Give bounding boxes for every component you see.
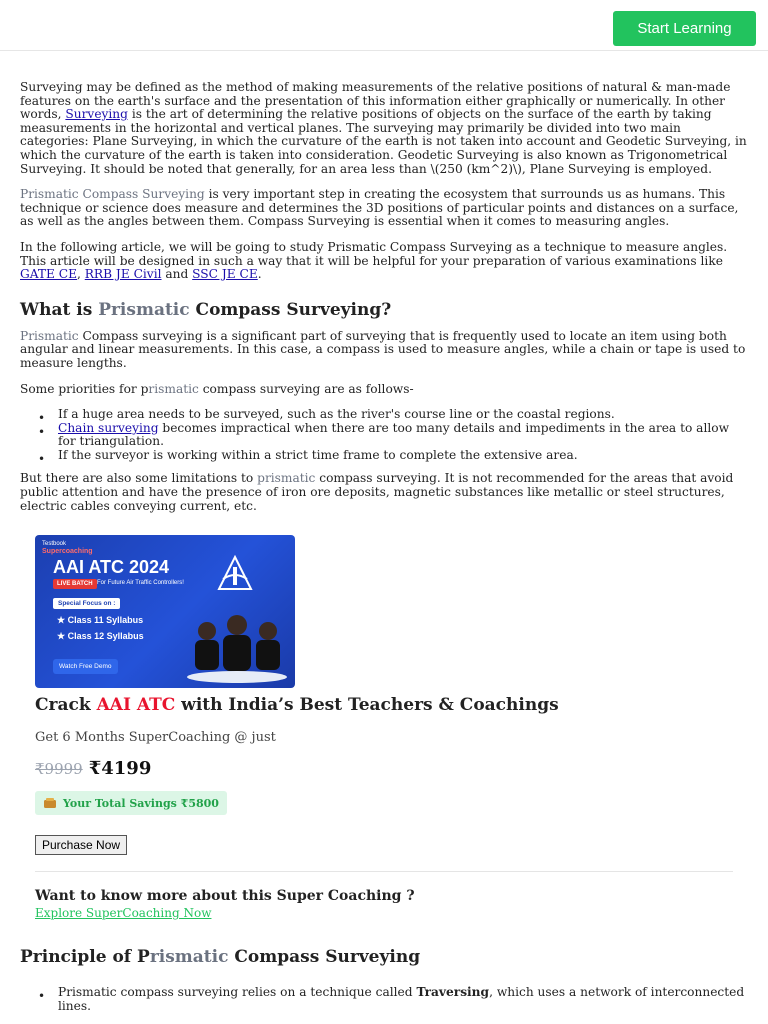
principle-heading: Principle of Prismatic Compass Surveying: [20, 947, 421, 967]
class-12-label: ★ Class 12 Syllabus: [57, 631, 144, 641]
principle-section: [20, 947, 748, 1023]
top-bar: [0, 0, 768, 51]
what-is-heading: What is Prismatic Compass Surveying?: [20, 299, 392, 320]
savings-badge: Your Total Savings ₹5800: [35, 791, 227, 815]
banner-brand: Testbook Supercoaching: [42, 541, 93, 555]
priorities-list: [20, 408, 748, 462]
original-price: ₹9999: [35, 760, 83, 778]
promo-heading: Crack AAI ATC with India’s Best Teachers & Coachings: [35, 695, 559, 715]
discounted-price: ₹4199: [88, 758, 152, 779]
wallet-icon: [43, 797, 57, 809]
limitations-paragraph: But there are also some limitations to prismatic compass surveying. It is not recommended for the areas that avoid public attention and have the presence of iron ore deposits, magnetic substances like metallic or steel structures, electric cables conveying current, etc.: [20, 471, 734, 513]
promo-offer-text: Get 6 Months SuperCoaching @ just: [35, 730, 276, 745]
principle-list: [20, 985, 748, 1013]
aai-atc-banner[interactable]: [35, 535, 295, 688]
intro-paragraph: Surveying may be defined as the method of making measurements of the relative positions of natural & man-made features on the earth's surface and the presentation of this information either graphically or numerically. In other words, Surveying is the art of determining the relative positions of objects on the surface of the earth by taking measurements in the horizontal and vertical planes. The surveying may primarily be divided into two main categories: Plane Surveying, in which the curvature of the earth is not taken into account and Geodetic Surveying, in which the curvature of the earth is taken into consideration. Geodetic Surveying is also known as Trigonometrical Surveying. It should be noted that generally, for an area less than \(250 (km^2)\), Plane Surveying is employed.: [20, 80, 747, 176]
list-item: • If a huge area needs to be surveyed, such as the river's course line or the coastal regions.: [58, 408, 748, 422]
know-more-heading: Want to know more about this Super Coaching ?: [35, 888, 415, 904]
priorities-intro: Some priorities for prismatic compass surveying are as follows-: [20, 381, 414, 396]
list-item: • If the surveyor is working within a strict time frame to complete the extensive area.: [58, 449, 748, 463]
article-scope-paragraph: In the following article, we will be going to study Prismatic Compass Surveying as a technique to measure angles. This article will be designed in such a way that it will be helpful for your preparation of various examinations like GATE CE, RRB JE Civil and SSC JE CE.: [20, 239, 728, 282]
chain-surveying-link[interactable]: Chain surveying: [58, 420, 159, 435]
aai-logo-icon: [215, 555, 255, 595]
rrb-je-civil-link[interactable]: RRB JE Civil: [84, 267, 162, 282]
list-item: • Prismatic compass surveying relies on a technique called Traversing, which uses a network of interconnected lines.: [58, 985, 748, 1013]
ssc-je-ce-link[interactable]: SSC JE CE: [192, 267, 258, 282]
gate-ce-link[interactable]: GATE CE: [20, 267, 77, 282]
watch-demo-button[interactable]: Watch Free Demo: [53, 659, 118, 674]
article-body: [20, 81, 748, 525]
start-learning-button[interactable]: Start Learning: [613, 11, 756, 46]
list-item: • Chain surveying becomes impractical when there are too many details and impediments in the area to allow for triangulation.: [58, 422, 748, 449]
class-11-label: ★ Class 11 Syllabus: [57, 615, 144, 625]
definition-paragraph: Prismatic Compass surveying is a significant part of surveying that is frequently used to locate an item using both angular and linear measurements. In this case, a compass is used to measure angles, while a chain or tape is used to measure lengths.: [20, 328, 746, 370]
live-batch-subtitle: For Future Air Traffic Controllers!: [97, 580, 184, 586]
supercoaching-promo: [35, 535, 735, 920]
surveying-link[interactable]: Surveying: [65, 107, 128, 122]
banner-title: AAI ATC 2024: [53, 557, 170, 577]
price-block: [35, 758, 735, 779]
prismatic-paragraph: Prismatic Compass Surveying is very important step in creating the ecosystem that surrounds us as humans. This technique or science does measure and determines the 3D positions of particular points and distances on a surface, as well as the angles between them. Compass Surveying is essential when it comes to measuring angles.: [20, 187, 739, 229]
purchase-now-button[interactable]: Purchase Now: [35, 835, 127, 855]
teachers-illustration: [185, 603, 290, 683]
explore-supercoaching-link[interactable]: Explore SuperCoaching Now: [35, 906, 212, 920]
divider: [35, 871, 733, 872]
special-focus-label: Special Focus on :: [53, 598, 120, 609]
live-batch-badge: LIVE BATCH: [53, 579, 97, 589]
